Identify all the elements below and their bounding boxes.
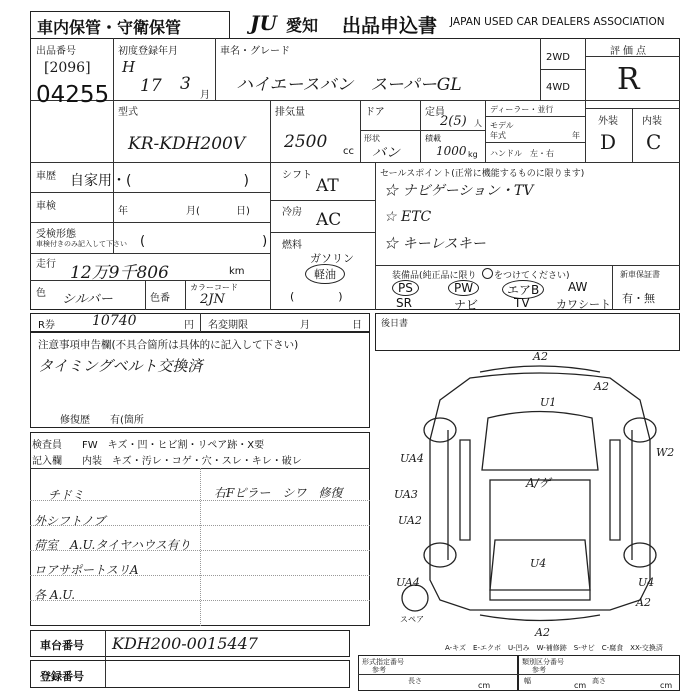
color-code-label: カラーコード [190,283,238,292]
registration-year: 17 [140,76,162,96]
model-label: 型式 [118,107,138,118]
score-value: R [617,62,640,97]
foot-hei: 高さ [592,677,606,685]
foot-cm-2: cm [574,681,587,690]
shift-value: AT [316,176,339,196]
lot-sub-number: [2096] [44,60,91,76]
damage-mark: U4 [638,576,655,589]
inspector-fw-row: FW キズ・凹・ヒビ割・リペア跡・X要 [82,440,265,451]
registration-label: 初度登録年月 [118,46,178,57]
doc-title: 出品申込書 [342,15,438,37]
lot-number: 04255 [36,82,110,108]
car-name-label: 車名・グレード [220,46,290,57]
damage-mark: W2 [656,446,675,459]
storage-label-box [30,11,230,39]
aircon-label: 冷房 [282,207,302,218]
foot-a2: 参考 [372,666,386,674]
equip-navi: ナビ [454,298,479,312]
fuel-option-gasoline: ガソリン [310,252,354,265]
foot-wid: 幅 [524,677,531,685]
capacity-value: 2(5) [440,114,467,129]
name-change-label: 名変期限 [208,320,248,331]
mileage-value: 12万9千806 [70,263,169,283]
name-change-month: 月 [300,320,310,331]
load-unit: kg [468,150,478,159]
accept-paren: ( ) [140,234,268,249]
registration-era: H [122,58,136,76]
sales-point-2: ☆ ETC [384,209,432,225]
inspector-line-5: ロアサポートスリA [34,563,139,577]
damage-mark: UA4 [400,452,424,465]
mileage-unit: km [229,266,245,277]
inspector-line-6: 各 A.U. [34,588,76,602]
foot-len: 長さ [408,677,422,685]
fuel-option-diesel: 軽油 [305,264,345,284]
damage-legend: A-キズ E-エクボ U-凹み W-補修跡 S-サビ C-腐食 XX-交換済 [445,644,663,652]
color-value: シルバー [62,292,113,307]
chassis-value: KDH200-0015447 [112,634,258,653]
car-name-value: ハイエースバン スーパーGL [236,75,462,95]
inspector-line-2: 右Fピラー シワ 修復 [214,486,343,500]
repair-history-label: 修復歴 有(箇所 [60,415,144,426]
score-exterior-label: 外装 [598,116,618,127]
damage-mark: U4 [530,557,547,570]
color-code: 2JN [200,292,225,307]
mileage-label: 走行 [36,259,56,270]
storage-label: 車内保管・守衛保管 [37,18,182,37]
dealer-handle-label: ハンドル 左・右 [490,149,554,158]
sales-point-1: ☆ ナビゲーション・TV [384,183,534,199]
warranty-value: 有・無 [622,292,655,305]
equip-seat: カワシート [556,298,611,311]
color-number-label: 色番 [150,293,170,304]
chassis-label: 車台番号 [40,639,84,652]
damage-mark: A2 [533,350,548,363]
foot-cm-1: cm [478,681,491,690]
displacement-value: 2500 [284,132,328,152]
history-label: 車歴 [36,171,56,182]
score-exterior: D [600,130,617,154]
dealer-label: ディーラー・並行 [490,105,554,114]
shift-label: シフト [282,170,312,181]
damage-mark: A2 [594,380,609,393]
sales-points-label: セールスポイント(正常に機能するものに限ります) [380,169,585,179]
score-label: 評価点 [610,46,649,57]
equipment-label: 装備品(純正品に限り [392,271,477,281]
load-label: 積載 [425,134,441,143]
post-note-label: 後日書 [381,319,409,329]
drive-4wd: 4WD [546,82,570,93]
aircon-value: AC [316,210,342,230]
association-name: JAPAN USED CAR DEALERS ASSOCIATION [450,16,665,28]
car-damage-diagram [375,351,680,651]
inspection-year-unit: 年 [118,206,128,217]
post-note-box [375,313,680,351]
recycle-unit: 円 [184,320,194,331]
foot-cm-3: cm [660,681,673,690]
inspector-line-4: 荷室 A.U.タイヤハウス有り [34,538,191,552]
lot-label: 出品番号 [36,46,76,57]
dealer-year-unit: 年 [572,131,580,140]
damage-mark: UA4 [396,576,420,589]
spare-label: スペア [400,615,424,624]
inspector-line-1: チドミ [48,488,85,502]
org-title: 愛知 [286,16,319,35]
registration-month-unit: 月 [200,90,210,101]
accept-label: 受検形態 [36,229,76,240]
equip-airbag: エアB [502,280,544,299]
dealer-year-label: 年式 [490,131,506,140]
history-value: 自家用・( ) [70,173,249,189]
capacity-unit: 人 [474,119,482,128]
equip-pw: PW [448,280,479,296]
doors-label: ドア [365,107,385,118]
dealer-model-label: モデル [490,121,514,130]
shape-value: バン [372,145,400,161]
shape-label: 形状 [364,134,380,143]
damage-mark: A/ゲ [526,476,551,490]
recycle-label: R券 [38,320,55,331]
inspection-day-unit: 日) [236,206,250,217]
inspection-label: 車検 [36,201,56,212]
ju-logo: JU [250,11,277,35]
notes-value: タイミングベルト交換済 [38,357,203,375]
color-label: 色 [36,288,46,299]
score-interior: C [646,130,662,154]
foot-a1: 形式指定番号 [362,658,404,666]
inspector-interior-row: 内装 キズ・汚レ・コゲ・穴・スレ・キレ・破レ [82,456,302,467]
displacement-label: 排気量 [275,107,305,118]
notes-label: 注意事項申告欄(不具合箇所は具体的に記入して下さい) [38,339,299,351]
name-change-day: 日 [352,320,362,331]
load-value: 1000 [436,144,467,158]
inspector-label-1: 検査員 [32,440,62,451]
equipment-label-2: をつけてください) [494,271,570,281]
foot-b2: 参考 [532,666,546,674]
registration-month: 3 [180,74,191,94]
registration-no-label: 登録番号 [40,670,84,683]
sales-point-3: ☆ キーレスキー [384,236,486,252]
equip-tv: TV [514,296,530,310]
capacity-label: 定員 [425,107,445,118]
damage-mark: U1 [540,396,557,409]
equipment-check-circle [482,268,493,279]
drive-2wd: 2WD [546,52,570,63]
displacement-unit: cc [343,146,354,157]
foot-b1: 類別区分番号 [522,658,564,666]
score-interior-label: 内装 [642,116,662,127]
model-value: KR-KDH200V [128,134,246,154]
fuel-label: 燃料 [282,240,302,251]
equip-aw: AW [568,280,588,294]
warranty-label: 新車保証書 [620,270,660,279]
accept-note: 車検付きのみ記入して下さい [36,240,127,248]
equip-sr: SR [396,296,412,310]
damage-mark: A2 [636,596,651,609]
recycle-value: 10740 [92,313,137,329]
damage-mark: UA2 [398,514,422,527]
damage-mark: UA3 [394,488,418,501]
fuel-option-other: ( ) [290,290,343,303]
inspector-label-2: 記入欄 [32,456,62,467]
damage-mark: A2 [535,626,550,639]
equip-ps: PS [392,280,419,296]
inspector-line-3: 外シフトノブ [34,514,106,528]
inspection-month-unit: 月( [186,206,200,217]
